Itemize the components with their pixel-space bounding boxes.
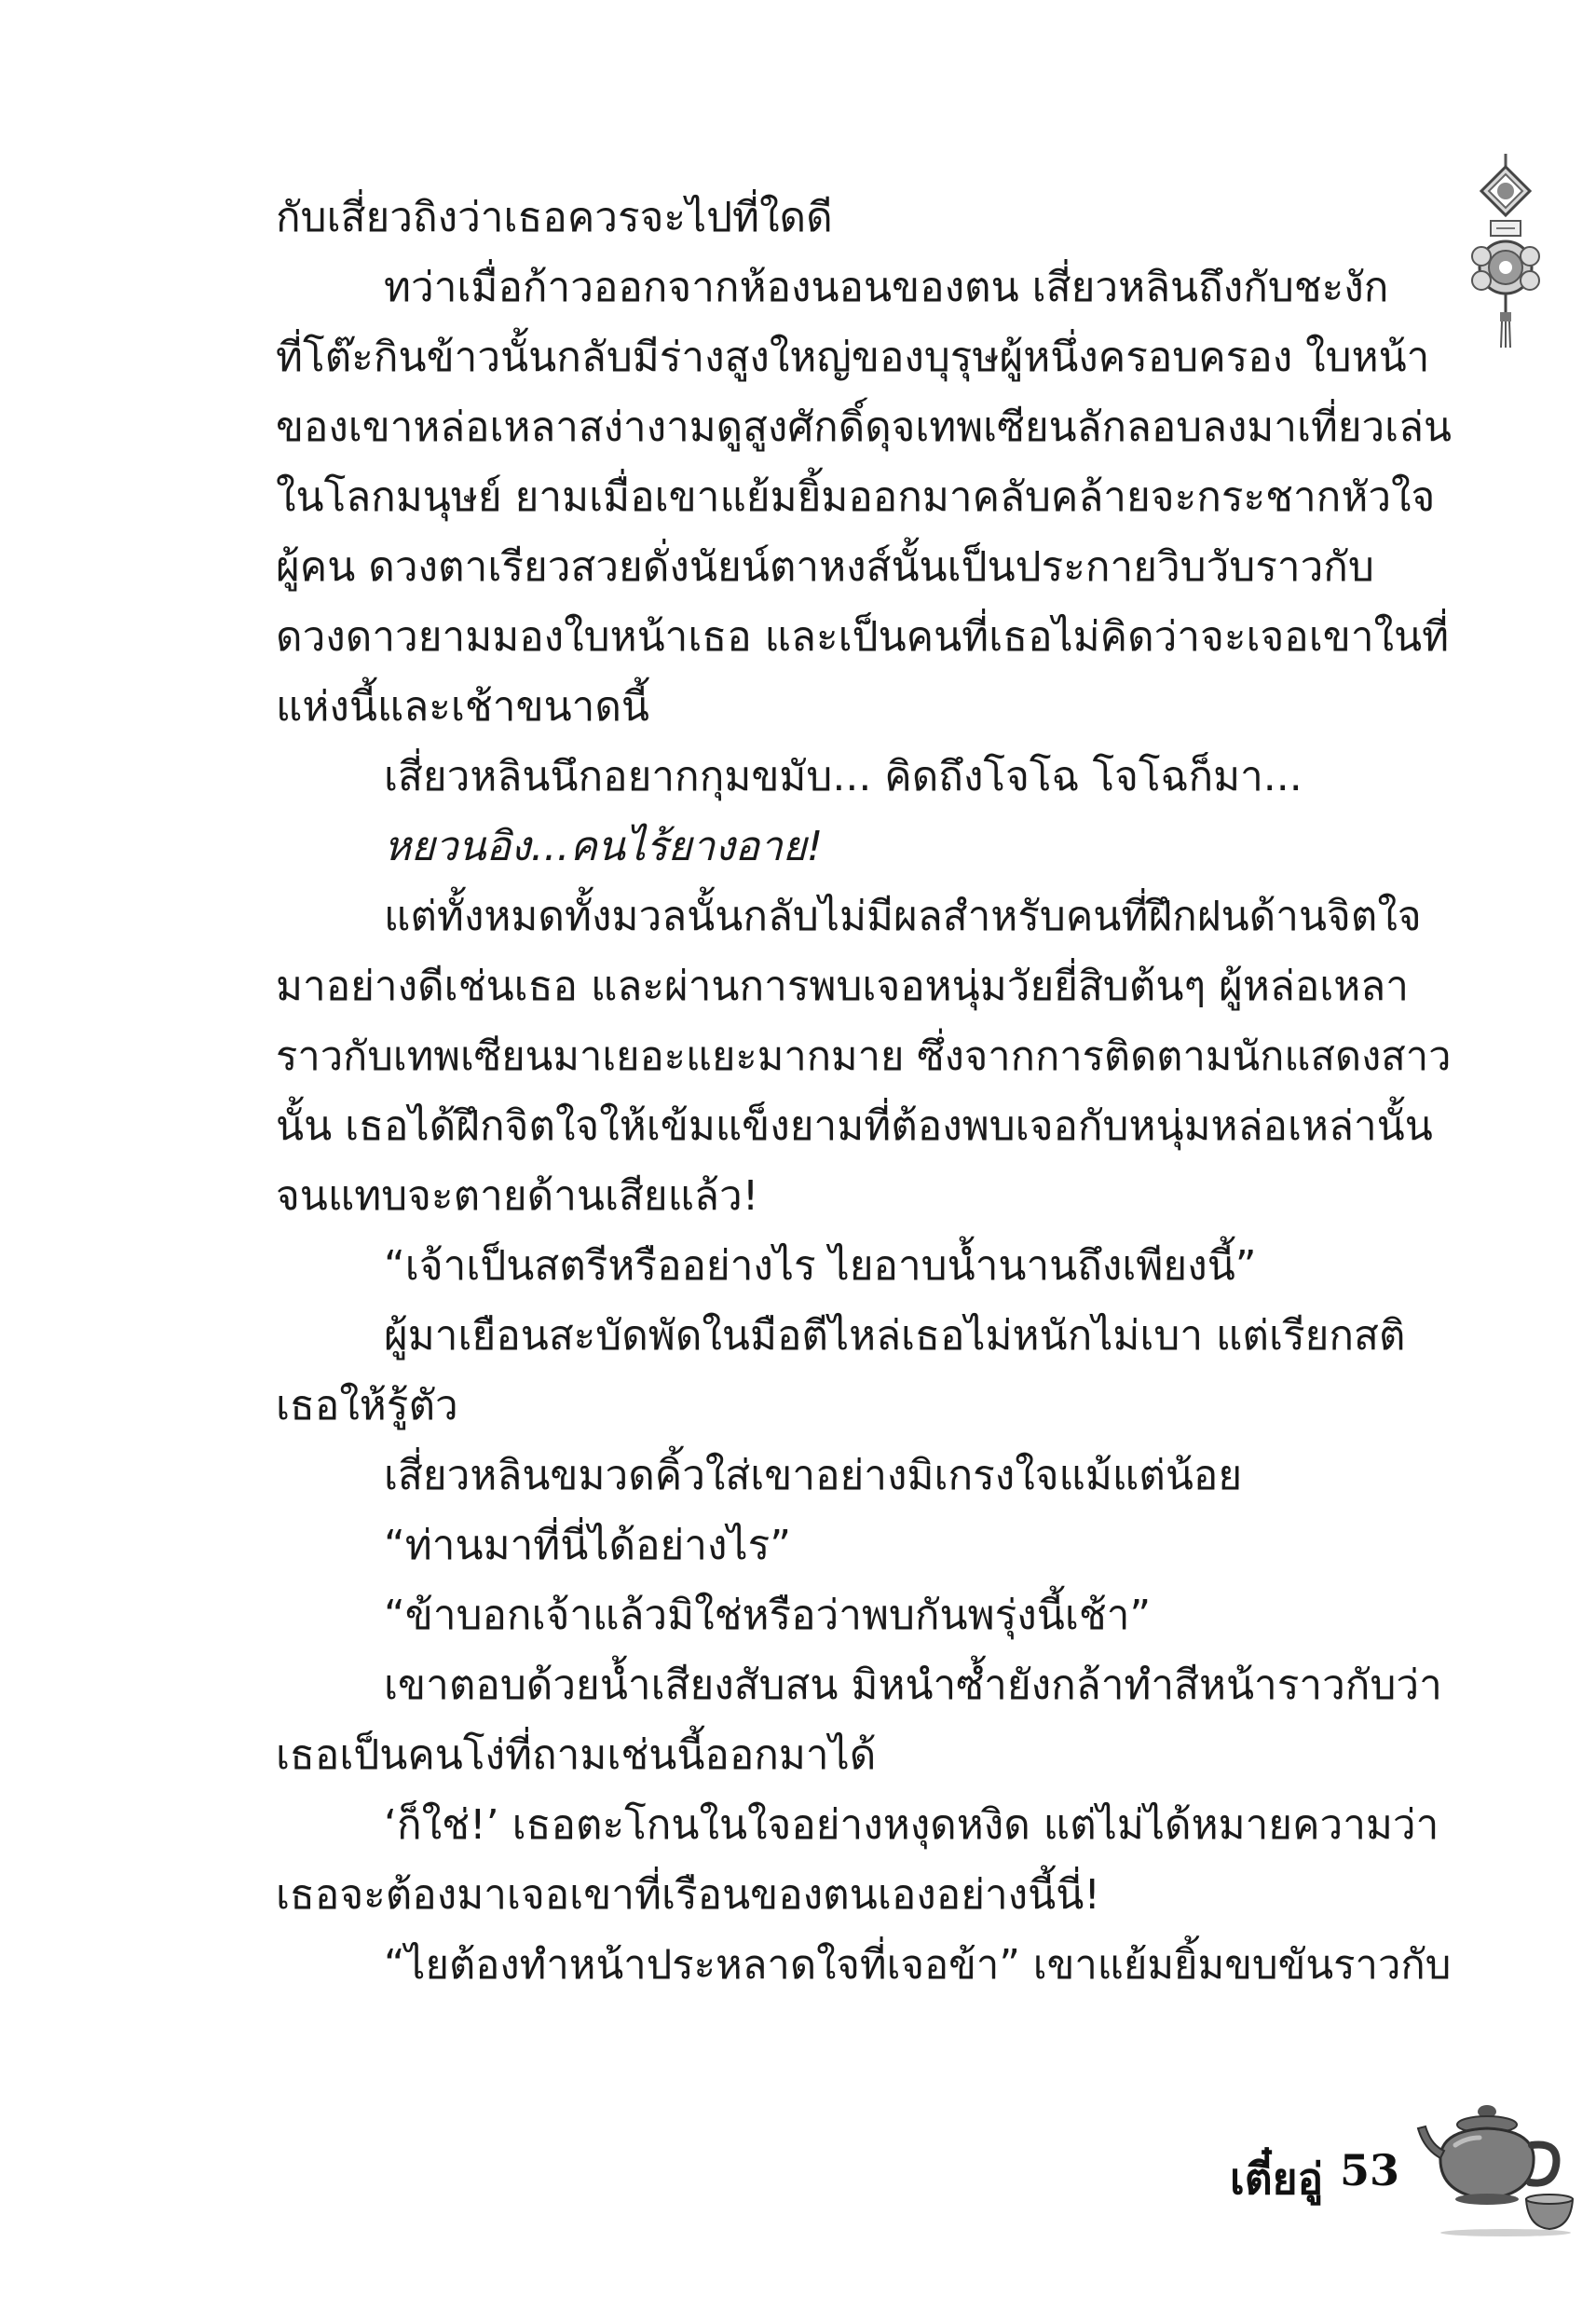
page-number: 53	[1340, 2145, 1400, 2195]
body-text-line: จนแทบจะตายด้านเสียแล้ว!	[276, 1172, 759, 1220]
body-text-line: “ข้าบอกเจ้าแล้วมิใช่หรือว่าพบกันพรุ่งนี้เช้า”	[384, 1592, 1152, 1639]
body-text-line: เธอเป็นคนโง่ที่ถามเช่นนี้ออกมาได้	[276, 1731, 877, 1779]
body-text-line: เธอให้รู้ตัว	[276, 1382, 458, 1429]
body-text-line: เสี่ยวหลินขมวดคิ้วใส่เขาอย่างมิเกรงใจแม้แต่น้อย	[384, 1452, 1243, 1499]
body-text-line: มาอย่างดีเช่นเธอ และผ่านการพบเจอหนุ่มวัยยี่สิบต้นๆ ผู้หล่อเหลา	[276, 963, 1409, 1010]
page-footer	[1230, 2097, 1584, 2236]
body-text-line: นั้น เธอได้ฝึกจิตใจให้เข้มแข็งยามที่ต้องพบเจอกับหนุ่มหล่อเหล่านั้น	[276, 1102, 1433, 1150]
body-text-line: ในโลกมนุษย์ ยามเมื่อเขาแย้มยิ้มออกมาคลับคล้ายจะกระชากหัวใจ	[276, 473, 1436, 521]
body-text-line: ผู้มาเยือนสะบัดพัดในมือตีไหล่เธอไม่หนักไม่เบา แต่เรียกสติ	[384, 1312, 1406, 1360]
body-text-line: เธอจะต้องมาเจอเขาที่เรือนของตนเองอย่างนี้นี่!	[276, 1871, 1100, 1919]
body-text-line: ของเขาหล่อเหลาสง่างามดูสูงศักดิ์ดุจเทพเซียนลักลอบลงมาเที่ยวเล่น	[276, 403, 1453, 451]
running-footer-title: เตี๋ยอู่	[1230, 2154, 1324, 2204]
body-text-line: ที่โต๊ะกินข้าวนั้นกลับมีร่างสูงใหญ่ของบุรุษผู้หนึ่งครอบครอง ใบหน้า	[276, 334, 1430, 381]
body-text-line: “ไยต้องทำหน้าประหลาดใจที่เจอข้า” เขาแย้มยิ้มขบขันราวกับ	[384, 1942, 1452, 1989]
chinese-knot-ornament-icon	[1468, 154, 1543, 349]
body-text-line: ดวงดาวยามมองใบหน้าเธอ และเป็นคนที่เธอไม่คิดว่าจะเจอเขาในที่	[276, 613, 1450, 661]
body-text-line: เสี่ยวหลินนึกอยากกุมขมับ... คิดถึงโจโฉ โจโฉก็มา...	[384, 753, 1303, 800]
teapot-icon	[1414, 2097, 1582, 2236]
body-text-line: ‘ก็ใช่!’ เธอตะโกนในใจอย่างหงุดหงิด แต่ไม่ได้หมายความว่า	[384, 1801, 1439, 1849]
body-text-line: เขาตอบด้วยน้ำเสียงสับสน มิหนำซ้ำยังกล้าทำสีหน้าราวกับว่า	[384, 1661, 1442, 1709]
body-text-line: แห่งนี้และเช้าขนาดนี้	[276, 683, 650, 731]
body-text-line: ผู้คน ดวงตาเรียวสวยดั่งนัยน์ตาหงส์นั้นเป็นประกายวิบวับราวกับ	[276, 543, 1374, 591]
body-text-line: ราวกับเทพเซียนมาเยอะแยะมากมาย ซึ่งจากการติดตามนักแสดงสาว	[276, 1033, 1452, 1080]
body-text-line: ทว่าเมื่อก้าวออกจากห้องนอนของตน เสี่ยวหลินถึงกับชะงัก	[384, 264, 1389, 311]
body-text-line: “เจ้าเป็นสตรีหรืออย่างไร ไยอาบน้ำนานถึงเพียงนี้”	[384, 1242, 1257, 1290]
body-text-line: หยวนอิง...คนไร้ยางอาย!	[384, 823, 824, 870]
body-text-line: กับเสี่ยวถิงว่าเธอควรจะไปที่ใดดี	[276, 194, 833, 241]
body-text-line: “ท่านมาที่นี่ได้อย่างไร”	[384, 1522, 792, 1569]
body-text-line: แต่ทั้งหมดทั้งมวลนั้นกลับไม่มีผลสำหรับคนที่ฝึกฝนด้านจิตใจ	[384, 893, 1422, 940]
page-body-text	[276, 186, 1452, 2125]
